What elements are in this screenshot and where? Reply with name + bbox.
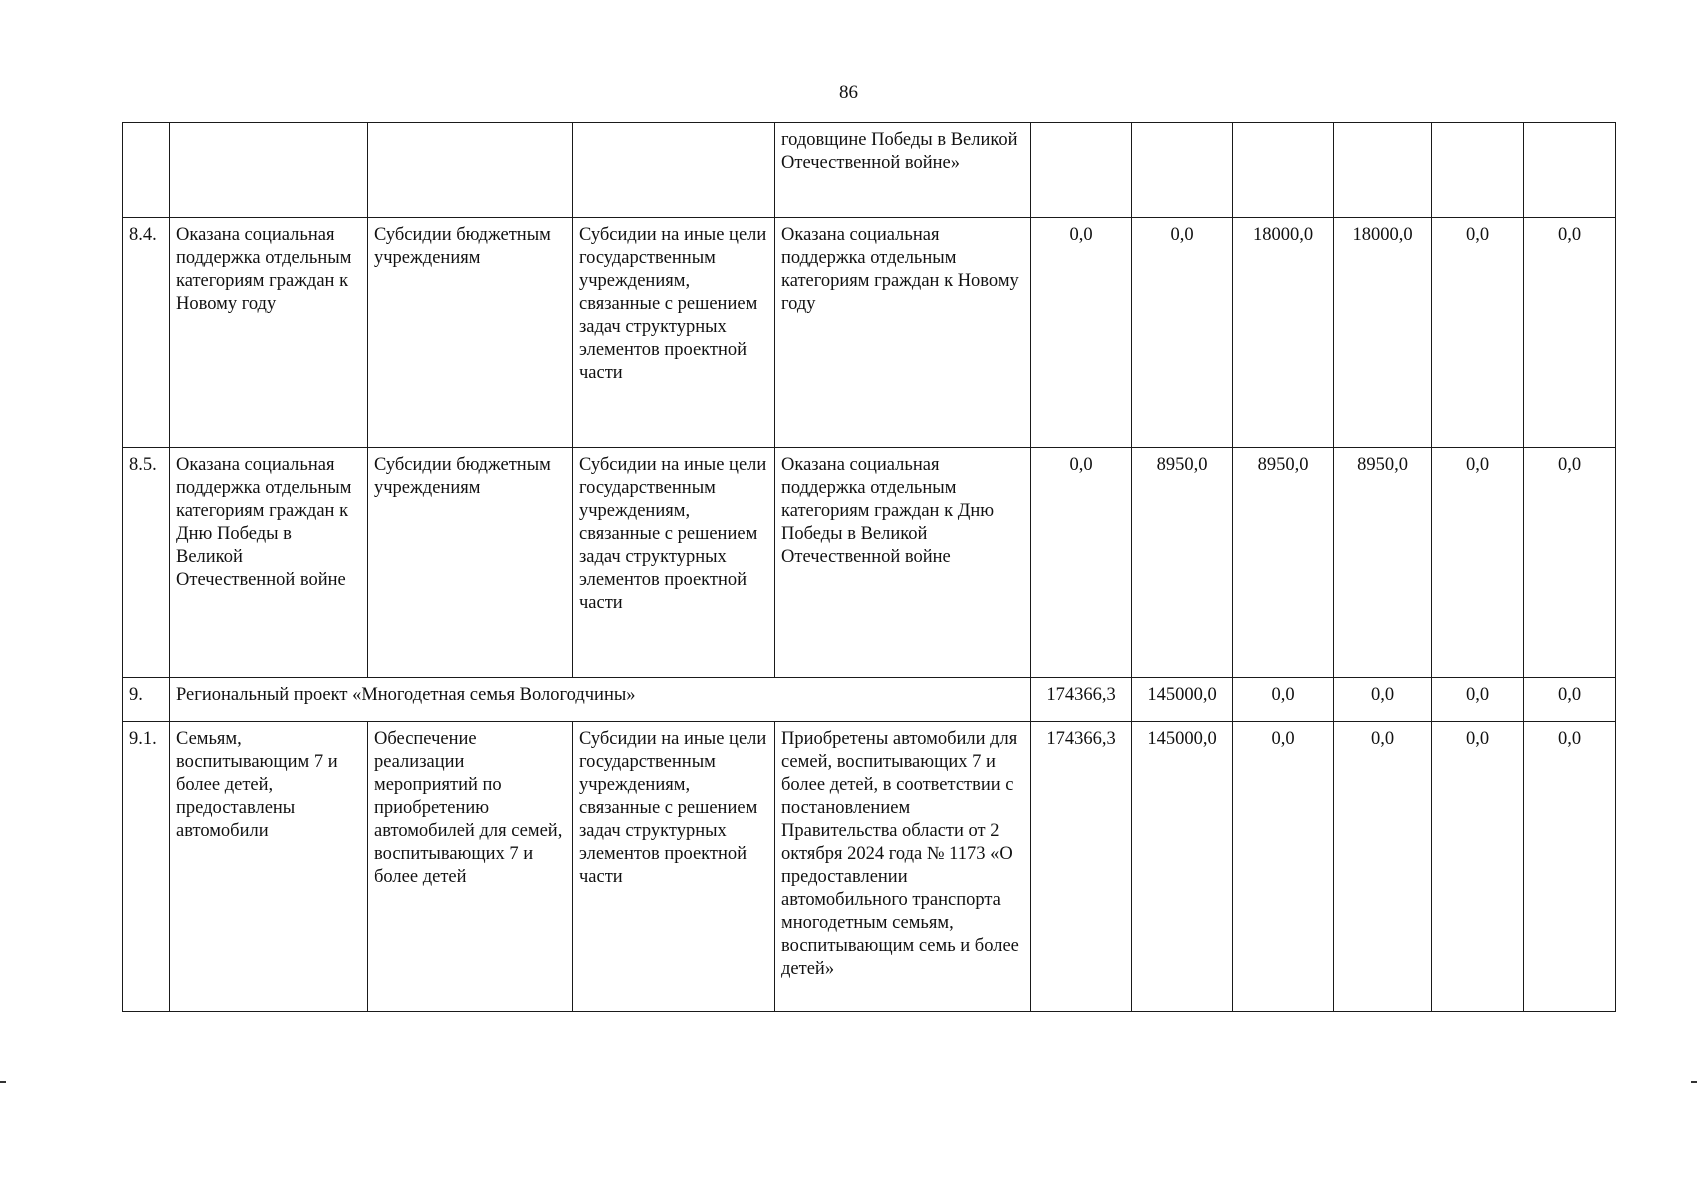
cell-result: Семьям, воспитывающим 7 и более детей, предоставлены автомобили [170, 722, 368, 1012]
cell-value: 145000,0 [1132, 678, 1233, 722]
cell-value: 0,0 [1031, 218, 1132, 448]
table-row [123, 448, 1616, 678]
cell-value: 0,0 [1132, 218, 1233, 448]
cell-value: 174366,3 [1031, 678, 1132, 722]
cell-value [1334, 123, 1432, 218]
cell-value [1031, 123, 1132, 218]
left-margin-mark [0, 1081, 6, 1083]
cell-direction: Субсидии на иные цели государственным учреждениям, связанные с решением задач структурных элементов проектной части [573, 722, 775, 1012]
cell-value [1132, 123, 1233, 218]
cell-direction: Субсидии на иные цели государственным учреждениям, связанные с решением задач структурных элементов проектной части [573, 448, 775, 678]
page-number: 86 [839, 82, 858, 103]
cell-value: 145000,0 [1132, 722, 1233, 1012]
cell-value: 0,0 [1031, 448, 1132, 678]
cell-result [170, 123, 368, 218]
cell-value: 0,0 [1524, 448, 1616, 678]
cell-num [123, 123, 170, 218]
cell-result: Оказана социальная поддержка отдельным категориям граждан к Новому году [170, 218, 368, 448]
cell-value: 8950,0 [1334, 448, 1432, 678]
cell-type: Обеспечение реализации мероприятий по приобретению автомобилей для семей, воспитывающих 7 и более детей [368, 722, 573, 1012]
cell-value: 18000,0 [1334, 218, 1432, 448]
cell-num: 8.5. [123, 448, 170, 678]
cell-type [368, 123, 573, 218]
cell-value [1432, 123, 1524, 218]
cell-value: 0,0 [1524, 678, 1616, 722]
cell-description: Оказана социальная поддержка отдельным категориям граждан к Дню Победы в Великой Отечественной войне [775, 448, 1031, 678]
budget-table [122, 122, 1616, 1012]
cell-direction: Субсидии на иные цели государственным учреждениям, связанные с решением задач структурных элементов проектной части [573, 218, 775, 448]
cell-result: Оказана социальная поддержка отдельным категориям граждан к Дню Победы в Великой Отечественной войне [170, 448, 368, 678]
right-margin-mark [1691, 1081, 1697, 1083]
cell-num: 8.4. [123, 218, 170, 448]
cell-value [1524, 123, 1616, 218]
cell-num: 9.1. [123, 722, 170, 1012]
table-row [123, 218, 1616, 448]
cell-value: 174366,3 [1031, 722, 1132, 1012]
cell-description: годовщине Победы в Великой Отечественной войне» [775, 123, 1031, 218]
cell-description: Оказана социальная поддержка отдельным категориям граждан к Новому году [775, 218, 1031, 448]
project-title: Региональный проект «Многодетная семья Вологодчины» [170, 678, 1031, 722]
cell-value [1233, 123, 1334, 218]
cell-description: Приобретены автомобили для семей, воспитывающих 7 и более детей, в соответствии с постановлением Правительства области от 2 октября 2024 года № 1173 «О предоставлении автомобильного транспорта многодетным семьям, воспитывающим семь и более детей» [775, 722, 1031, 1012]
cell-value: 8950,0 [1132, 448, 1233, 678]
table-row [123, 722, 1616, 1012]
cell-type: Субсидии бюджетным учреждениям [368, 448, 573, 678]
cell-value: 0,0 [1432, 678, 1524, 722]
cell-value: 18000,0 [1233, 218, 1334, 448]
cell-value: 0,0 [1334, 722, 1432, 1012]
cell-value: 0,0 [1233, 678, 1334, 722]
cell-value: 0,0 [1524, 218, 1616, 448]
cell-value: 0,0 [1233, 722, 1334, 1012]
cell-type: Субсидии бюджетным учреждениям [368, 218, 573, 448]
cell-value: 0,0 [1432, 218, 1524, 448]
cell-value: 0,0 [1432, 722, 1524, 1012]
table-row [123, 123, 1616, 218]
cell-value: 0,0 [1524, 722, 1616, 1012]
table-row [123, 678, 1616, 722]
cell-value: 8950,0 [1233, 448, 1334, 678]
cell-value: 0,0 [1432, 448, 1524, 678]
cell-num: 9. [123, 678, 170, 722]
cell-value: 0,0 [1334, 678, 1432, 722]
cell-direction [573, 123, 775, 218]
